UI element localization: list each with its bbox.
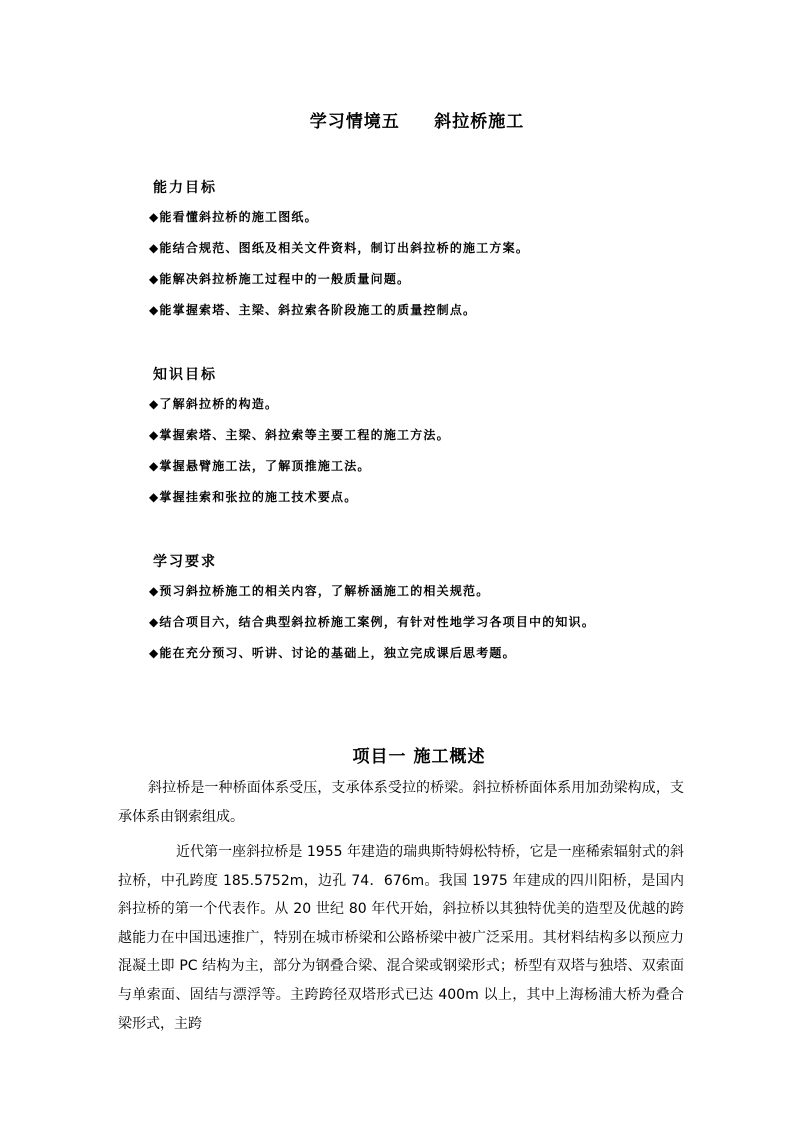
body-paragraph-1: 斜拉桥是一种桥面体系受压，支承体系受拉的桥梁。斜拉桥桥面体系用加劲梁构成，支承体系由钢索组成。 [118, 780, 684, 825]
ability-item-3: ◆能解决斜拉桥施工过程中的一般质量问题。 [149, 272, 411, 286]
ability-item-4: ◆能掌握索塔、主梁、斜拉索各阶段施工的质量控制点。 [149, 303, 477, 317]
requirement-item-1: ◆预习斜拉桥施工的相关内容，了解桥涵施工的相关规范。 [149, 584, 490, 598]
knowledge-item-3: ◆掌握悬臂施工法，了解顶推施工法。 [149, 459, 371, 473]
knowledge-item-2: ◆掌握索塔、主梁、斜拉索等主要工程的施工方法。 [149, 428, 450, 442]
requirement-item-2: ◆结合项目六，结合典型斜拉桥施工案例，有针对性地学习各项目中的知识。 [149, 615, 596, 629]
knowledge-heading: 知识目标 [153, 367, 217, 383]
ability-item-1: ◆能看懂斜拉桥的施工图纸。 [149, 210, 318, 224]
requirement-item-3: ◆能在充分预习、听讲、讨论的基础上，独立完成课后思考题。 [149, 646, 516, 660]
ability-item-2: ◆能结合规范、图纸及相关文件资料，制订出斜拉桥的施工方案。 [149, 241, 530, 255]
chapter-title: 学习情境五 斜拉桥施工 [309, 112, 525, 132]
knowledge-item-1: ◆了解斜拉桥的构造。 [149, 397, 279, 411]
requirements-heading: 学习要求 [153, 554, 217, 570]
knowledge-item-4: ◆掌握挂索和张拉的施工技术要点。 [149, 490, 358, 504]
section-title: 项目一 施工概述 [352, 747, 486, 767]
body-paragraph-2: 近代第一座斜拉桥是 1955 年建造的瑞典斯特姆松特桥，它是一座稀索辐射式的斜拉桥，中孔跨度 185.5752m，边孔 74．676m。我国 1975 年建成的四川阳桥，是国内斜拉桥的第一个代表作。从 20 世纪 80 年代开始，斜拉桥以其独特优美的造型及优越的跨越能力在中国迅速推广，特别在城市桥梁和公路桥梁中被广泛采用。其材料结构多以预应力混凝土即 PC 结构为主，部分为钢叠合梁、混合梁或钢梁形式；桥型有双塔与独塔、双索面与单索面、固结与漂浮等。主跨跨径双塔形式已达 400m 以上，其中上海杨浦大桥为叠合梁形式，主跨 [118, 844, 684, 1032]
ability-heading: 能力目标 [153, 180, 217, 196]
